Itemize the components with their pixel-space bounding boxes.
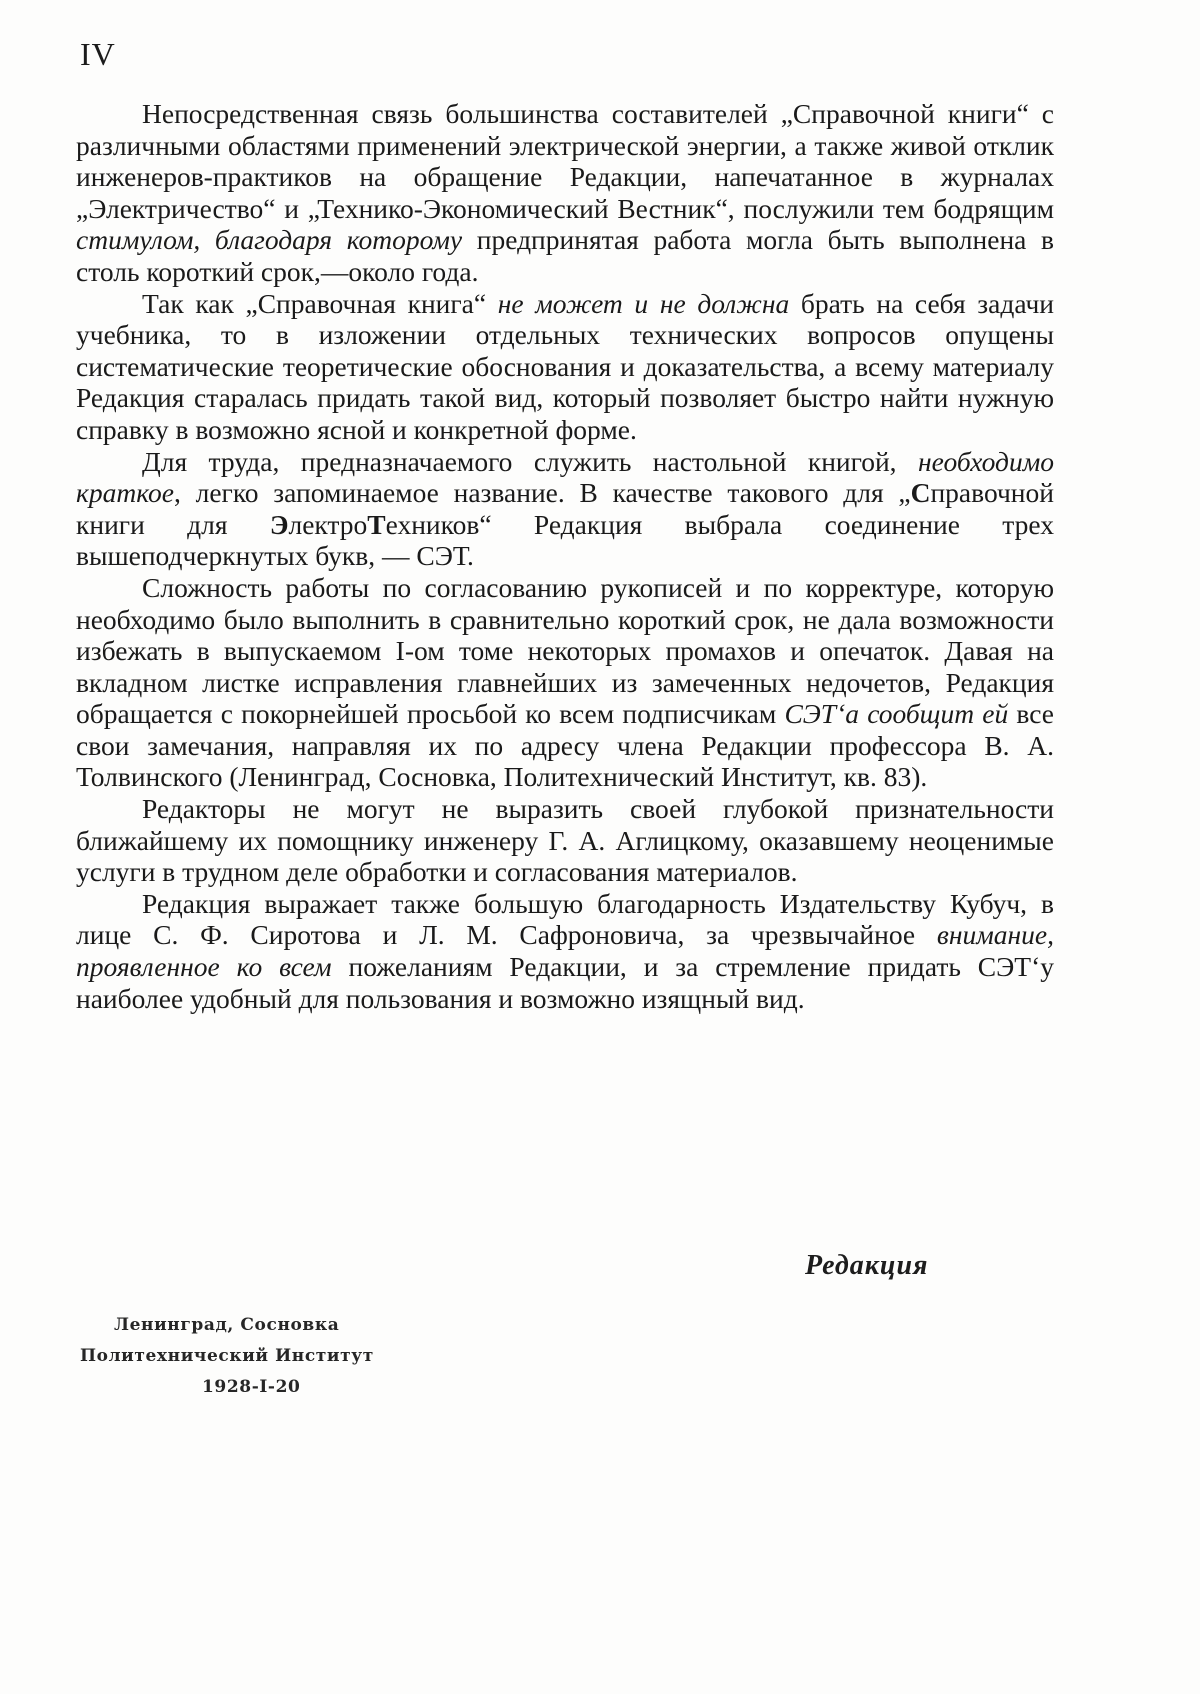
paragraph-4	[76, 572, 1054, 793]
paragraph-2	[76, 288, 1054, 446]
paragraph-6-text-b: пожеланиям Редакции, и за стремление придать СЭТ‘у наиболее удобный для пользования и возможно изящный вид.	[76, 951, 1054, 1014]
paragraph-6-text-a: Редакция выражает также большую благодарность Издательству Кубуч, в лице С. Ф. Сиротова и Л. М. Сафроновича, за чрезвычайное	[76, 887, 1054, 951]
paragraph-5	[76, 793, 1054, 888]
place-institute: Политехнический Институт	[80, 1346, 374, 1366]
paragraph-4-text-a: Сложность работы по согласованию рукописей и по корректуре, которую необходимо было выполнить в сравнительно короткий срок, не дала возможности избежать в выпускаемом I-ом томе некоторых промахов и опечаток. Давая на вкладном листке исправления главнейших из замеченных недочетов, Редакция обращается с покорнейшей просьбой ко всем подписчикам	[76, 571, 1054, 730]
paragraph-3-bold-letter-e: Э	[269, 508, 289, 540]
page-number: IV	[80, 36, 116, 72]
paragraph-1-text-b: предпринятая работа могла быть выполнена в столь короткий срок,—около года.	[76, 224, 1054, 287]
paragraph-3-text-c: правочной книги для	[76, 477, 1054, 540]
place-city: Ленинград, Сосновка	[114, 1315, 340, 1335]
paragraph-2-text-b: брать на себя задачи учебника, то в изложении отдельных технических вопросов опущены систематические теоретические обоснования и доказательства, а всему материалу Редакция старалась придать такой вид, который позволяет быстро найти нужную справку в возможно ясной и конкретной форме.	[76, 287, 1054, 445]
paragraph-1-text-a: Непосредственная связь большинства составителей „Справочной книги“ с различными областями применений электрической энергии, а также живой отклик инженеров-практиков на обращение Редакции, напечатанное в журналах „Электричество“ и „Технико-Экономический Вестник“, послужили тем бодрящим	[76, 98, 1054, 224]
paragraph-1	[76, 98, 1054, 288]
paragraph-1-italic: стимулом, благодаря которому	[76, 224, 463, 256]
place-and-date	[80, 1310, 440, 1403]
paragraph-3-text-a: Для труда, предназначаемого служить настольной книгой,	[142, 445, 918, 477]
paragraph-3-bold-letter-s: С	[910, 477, 931, 509]
paragraph-3-text-e: ехников“ Редакция выбрала соединение трех вышеподчеркнутых букв, — СЭТ.	[76, 508, 1055, 572]
paragraph-3	[76, 446, 1054, 572]
paragraph-3-text-d: лектро	[288, 508, 368, 540]
paragraph-3-bold-letter-t: Т	[367, 508, 386, 540]
preface-body	[76, 98, 1054, 1014]
paragraph-2-italic: не может и не должна	[497, 287, 790, 319]
paragraph-4-text-b: все свои замечания, направляя их по адресу члена Редакции профессора В. А. Толвинского (Ленинград, Сосновка, Политехнический Институт, кв. 83).	[76, 698, 1054, 793]
paragraph-5-text: Редакторы не могут не выразить своей глубокой признательности ближайшему их помощнику инженеру Г. А. Аглицкому, оказавшему неоценимые услуги в трудном деле обработки и согласования материалов.	[76, 793, 1054, 888]
signature-editorial-board: Редакция	[805, 1250, 929, 1281]
paragraph-6-italic: внимание, проявленное ко всем	[76, 919, 1054, 983]
place-date: 1928-I-20	[202, 1377, 301, 1397]
paragraph-2-text-a: Так как „Справочная книга“	[142, 287, 498, 319]
paragraph-4-italic: СЭТ‘а сообщит ей	[784, 698, 1009, 730]
paragraph-3-text-b: , легко запоминаемое название. В качестве такового для „	[174, 477, 911, 509]
paragraph-6	[76, 888, 1054, 1014]
paragraph-3-italic: необходимо краткое	[76, 445, 1054, 509]
